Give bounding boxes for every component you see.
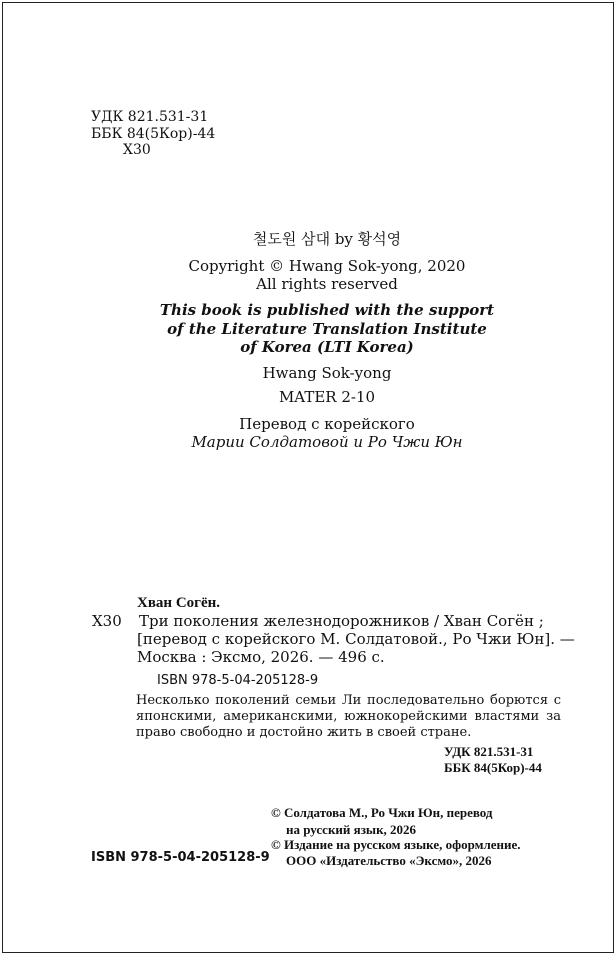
bbk-code: ББК 84(5Кор)-44: [91, 126, 216, 142]
translation-label: Перевод с корейского: [239, 415, 415, 433]
copyright-line: Copyright © Hwang Sok-yong, 2020: [188, 257, 466, 275]
support-line-2: of the Literature Translation Institute: [167, 320, 487, 338]
translators: Марии Солдатовой и Ро Чжи Юн: [191, 433, 463, 451]
support-line-3: of Korea (LTI Korea): [240, 338, 414, 356]
footer-copyright-line-2: на русский язык, 2026: [286, 822, 417, 837]
author-sign: Х30: [123, 142, 151, 158]
footer-copyright-line-1: © Солдатова М., Ро Чжи Юн, перевод: [271, 805, 493, 820]
support-line-1: This book is published with the support: [159, 301, 495, 319]
rights-line: All rights reserved: [256, 275, 398, 293]
original-title: 철도원 삼대 by 황석영: [252, 230, 402, 248]
catalog-author-heading: Хван Согён.: [137, 595, 221, 611]
catalog-description-line-3: Москва : Эксмо, 2026. — 496 с.: [137, 648, 385, 666]
catalog-bbk: ББК 84(5Кор)-44: [444, 760, 542, 775]
catalog-annotation: Несколько поколений семьи Ли последовательно борются с японскими, американскими, южнокорейскими властями за право свободно и достойно жить в своей стране.: [136, 693, 561, 740]
imprint-page: [2, 2, 614, 953]
catalog-description-line-1: Три поколения железнодорожников / Хван Согён ;: [139, 612, 544, 630]
series-code: MATER 2-10: [278, 388, 376, 406]
catalog-description-line-2: [перевод с корейского М. Солдатовой., Ро Чжи Юн]. —: [137, 630, 575, 648]
catalog-udk: УДК 821.531-31: [444, 744, 534, 759]
catalog-sign: Х30: [92, 612, 122, 630]
footer-copyright-line-3: © Издание на русском языке, оформление.: [271, 837, 521, 852]
udk-code: УДК 821.531-31: [91, 109, 209, 125]
catalog-isbn: ISBN 978-5-04-205128-9: [157, 673, 319, 688]
author-english: Hwang Sok-yong: [262, 364, 392, 382]
footer-isbn: ISBN 978-5-04-205128-9: [91, 850, 270, 865]
footer-copyright-line-4: ООО «Издательство «Эксмо», 2026: [286, 853, 492, 868]
